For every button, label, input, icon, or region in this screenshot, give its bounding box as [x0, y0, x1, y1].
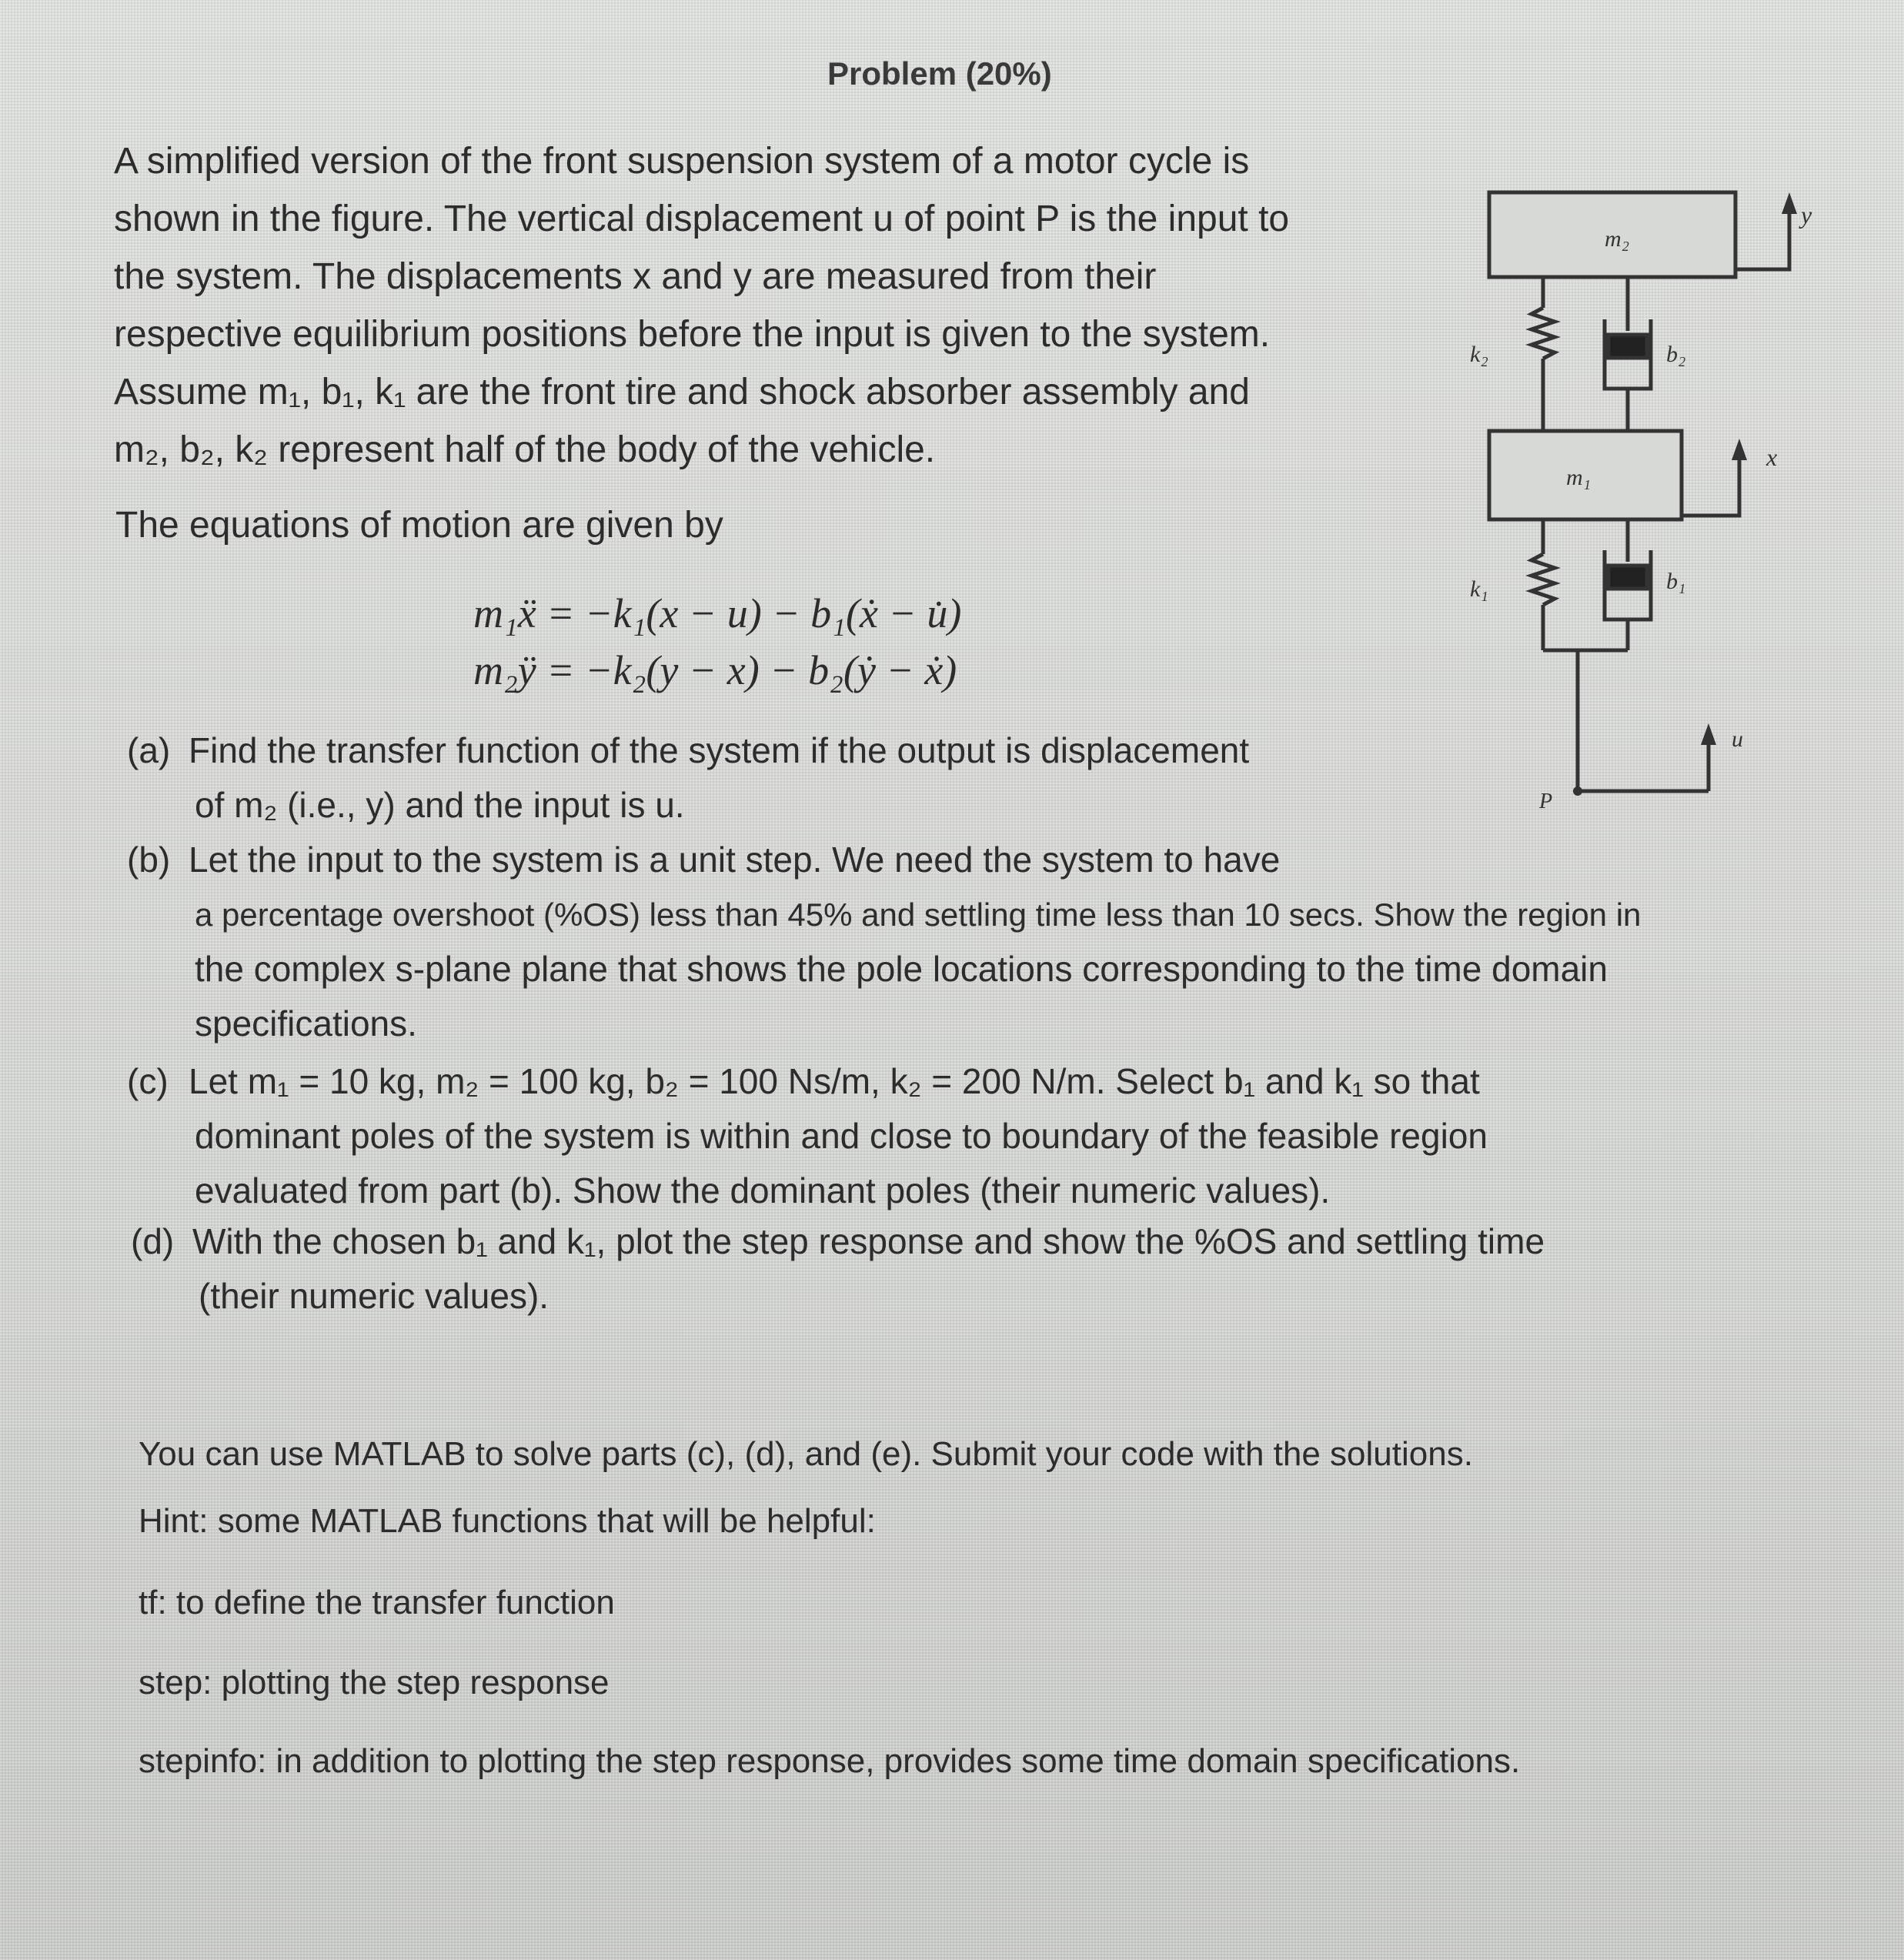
part-b-tag: (b) [127, 840, 171, 880]
mass-m1-label: m₁ [1566, 465, 1592, 490]
function-tf: tf: to define the transfer function [139, 1584, 615, 1621]
y-arrow-icon [1782, 192, 1797, 214]
mass-m2-label: m₂ [1605, 226, 1630, 252]
part-c-line-3: evaluated from part (b). Show the dominant poles (their numeric values). [195, 1170, 1331, 1210]
intro-line-6: m₂, b₂, k₂ represent half of the body of the vehicle. [114, 429, 936, 470]
u-arrow-icon [1701, 723, 1716, 745]
damper-b1-piston [1608, 566, 1647, 589]
equation-2: m₂ÿ = −k₂(y − x) − b₂(ẏ − ẋ) [473, 647, 957, 693]
intro-line-5: Assume m₁, b₁, k₁ are the front tire and shock absorber assembly and [114, 372, 1250, 412]
function-stepinfo: stepinfo: in addition to plotting the step response, provides some time domain specifications. [139, 1742, 1521, 1780]
part-d-line-2: (their numeric values). [199, 1276, 549, 1316]
damper-b2-label: b₂ [1666, 342, 1686, 367]
part-d-line-1: With the chosen b₁ and k₁, plot the step response and show the %OS and settling time [192, 1221, 1545, 1261]
intro-line-2: shown in the figure. The vertical displacement u of point P is the input to [114, 199, 1290, 239]
part-a-tag: (a) [127, 730, 171, 770]
equation-1: m₁ẍ = −k₁(x − u) − b₁(ẋ − u̇) [473, 590, 962, 636]
part-c-tag: (c) [127, 1061, 169, 1101]
function-step: step: plotting the step response [139, 1664, 610, 1701]
hint-text: Hint: some MATLAB functions that will be helpful: [139, 1502, 876, 1540]
part-b-line-1: Let the input to the system is a unit step. We need the system to have [189, 840, 1281, 880]
spring-k2-icon [1532, 308, 1555, 359]
part-b-line-4: specifications. [195, 1003, 417, 1043]
y-reference-line [1735, 212, 1789, 269]
part-b-line-3: the complex s-plane plane that shows the pole locations corresponding to the time domain [195, 949, 1608, 989]
suspension-diagram [1462, 169, 1816, 816]
part-a-line-1: Find the transfer function of the system if the output is displacement [189, 730, 1250, 770]
point-p-marker [1573, 786, 1582, 796]
point-p-label: P [1539, 790, 1553, 813]
part-a [127, 723, 1397, 833]
part-c-line-2: dominant poles of the system is within and close to boundary of the feasible region [195, 1116, 1488, 1156]
part-d [131, 1214, 1793, 1324]
spring-k1-label: k₁ [1470, 576, 1488, 602]
damper-b2-piston [1608, 335, 1647, 358]
part-a-line-2: of m₂ (i.e., y) and the input is u. [195, 785, 685, 825]
matlab-note: You can use MATLAB to solve parts (c), (d), and (e). Submit your code with the solutions. [139, 1435, 1473, 1473]
part-c [127, 1054, 1789, 1218]
x-reference-line [1682, 458, 1739, 516]
x-arrow-icon [1732, 439, 1747, 460]
part-d-tag: (d) [131, 1221, 175, 1261]
equations-label: The equations of motion are given by [115, 505, 723, 546]
u-label: u [1732, 726, 1743, 752]
intro-line-4: respective equilibrium positions before the input is given to the system. [114, 314, 1271, 355]
page-title: Problem (20%) [827, 55, 1052, 92]
intro-paragraph [114, 132, 1384, 479]
intro-line-1: A simplified version of the front suspension system of a motor cycle is [114, 141, 1250, 182]
part-b-line-2: a percentage overshoot (%OS) less than 45% and settling time less than 10 secs. Show the region in [195, 897, 1642, 933]
spring-k1-icon [1532, 554, 1555, 605]
spring-k2-label: k₂ [1470, 342, 1488, 367]
y-label: y [1801, 201, 1812, 229]
part-b [127, 833, 1789, 1051]
part-c-line-1: Let m₁ = 10 kg, m₂ = 100 kg, b₂ = 100 Ns/m, k₂ = 200 N/m. Select b₁ and k₁ so that [189, 1061, 1480, 1101]
damper-b1-label: b₁ [1666, 569, 1686, 594]
intro-line-3: the system. The displacements x and y are measured from their [114, 256, 1157, 297]
x-label: x [1766, 443, 1778, 471]
